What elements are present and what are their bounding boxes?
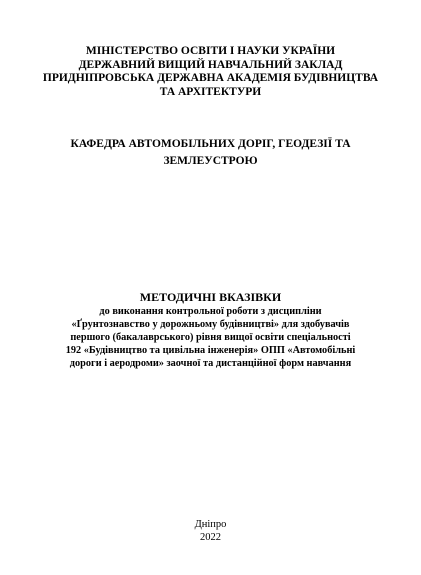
ministry-line: ПРИДНІПРОВСЬКА ДЕРЖАВНА АКАДЕМІЯ БУДІВНИЦТВА [42, 72, 379, 84]
document-title [0, 290, 421, 304]
department-header [0, 136, 421, 170]
department-line: ЗЕМЛЕУСТРОЮ [163, 155, 258, 167]
document-description [0, 305, 421, 370]
description-line: до виконання контрольної роботи з дисципліни [99, 306, 322, 317]
document-footer [0, 518, 421, 544]
description-line: «Ґрунтознавство у дорожньому будівництві» для здобувачів [71, 319, 350, 330]
description-line: 192 «Будівництво та цивільна інженерія» ОПП «Автомобільні [65, 345, 356, 356]
description-line: першого (бакалаврського) рівня вищої освіти спеціальності [70, 332, 351, 343]
footer-city: Дніпро [194, 519, 227, 530]
document-title-text: МЕТОДИЧНІ ВКАЗІВКИ [139, 290, 282, 304]
footer-year: 2022 [200, 532, 221, 543]
ministry-line: МІНІСТЕРСТВО ОСВІТИ І НАУКИ УКРАЇНИ [85, 45, 336, 57]
ministry-line: ТА АРХІТЕКТУРИ [159, 85, 262, 98]
description-line: дороги і аеродроми» заочної та дистанційної форм навчання [69, 358, 352, 369]
ministry-line: ДЕРЖАВНИЙ ВИЩИЙ НАВЧАЛЬНИЙ ЗАКЛАД [78, 58, 343, 71]
department-line: КАФЕДРА АВТОМОБІЛЬНИХ ДОРІГ, ГЕОДЕЗІЇ ТА [70, 138, 351, 150]
ministry-header [0, 45, 421, 99]
